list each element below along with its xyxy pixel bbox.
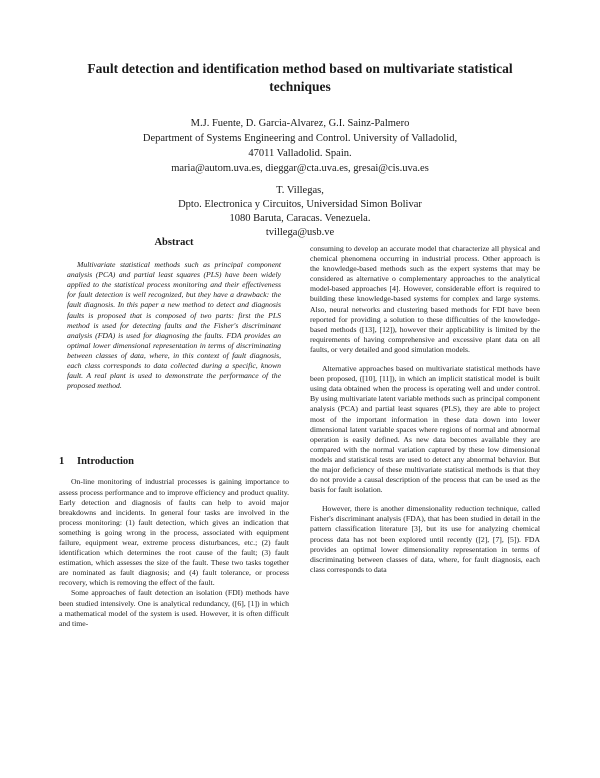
intro-paragraph-1: On-line monitoring of industrial processes is gaining importance to assess process performance and to improve efficiency and product quality. Early detection and diagnosis of faults can help to avoid major breakdowns and incidents. In general four tasks are involved in the process monitoring: (1) fault detection, which gives an indication that something is going wrong in the process, associated with equipment failure, equipment wear, extreme process disturbances, etc.; (2) fault identification which determines the root cause of the fault; (3) fault estimation, which assesses the size of the fault. These two tasks together are nominated as fault diagnosis; and (4) fault tolerance, or process recovery, which is removing the effect of the fault. [59,477,289,588]
affiliation-2-line-1: Dpto. Electronica y Circuitos, Universidad Simon Bolivar [178,199,422,210]
right-paragraph-2: Alternative approaches based on multivariate statistical methods have been proposed, ([10], [11]), in which an implicit statistical model is built using data obtained when the process is operating well and under control. By using multivariate latent variable methods such as principal component analysis (PCA) and partial least squares (PLS), they are able to project most of the important information in these data down into lower dimensional latent variable spaces where regions of normal and abnormal operation is easily defined. As new data becomes available they are compared with the normal variation captured by these low dimensional models and statistical tests are used to detect any abnormal behavior. But the major deficiency of these multivariate statistical methods is that they do not provide a causal description of the process that can be used as the basis for fault isolation. [310,364,540,495]
affiliation-2-email: tvillega@usb.ve [265,227,335,238]
affiliation-1-line-2: 47011 Valladolid. Spain. [248,148,352,159]
abstract-heading: Abstract [154,237,194,248]
authors-line: M.J. Fuente, D. Garcia-Alvarez, G.I. Sainz-Palmero [190,118,410,129]
author-2-line: T. Villegas, [276,185,324,196]
title-line-1: Fault detection and identification method based on multivariate statistical [87,61,513,76]
section-number: 1 [59,456,65,468]
left-column [59,238,289,629]
section-title: Introduction [77,456,134,468]
right-column [310,244,540,575]
affiliation-1-email: maria@autom.uva.es, dieggar@cta.uva.es, gresai@cis.uva.es [171,163,429,174]
intro-paragraph-2: Some approaches of fault detection an isolation (FDI) methods have been studied intensively. One is analytical redundancy, ([6], [1]) in which a mathematical model of the system is used. However, it is often difficult and time- [59,588,289,628]
author-block-2 [60,184,540,240]
abstract-text: Multivariate statistical methods such as principal component analysis (PCA) and partial least squares (PLS) have been widely applied to the statistical process monitoring and their effectiveness for fault detection is well recognized, but they have a drawback: the fault diagnosis. In this paper a new method to detect and diagnosis faults is proposed that is composed of two parts: first the PLS method is used for detecting faults and the Fisher's discriminant analysis (FDA) is used for diagnosing the faults. FDA provides an optimal lower dimensional representation in terms of discriminating between classes of data, where, in this context of fault diagnosis, each class corresponds to data collected during a specific, known fault. A real plant is used to demonstrate the performance of the proposed method. [67,260,281,391]
author-block-1 [60,116,540,176]
affiliation-1-line-1: Department of Systems Engineering and Control. University of Valladolid, [142,133,458,144]
paper-title [60,60,540,96]
section-heading-introduction [59,457,289,467]
title-line-2: techniques [269,79,331,94]
right-paragraph-1: consuming to develop an accurate model that characterize all physical and chemical phenomena occurring in industrial process. Other approach is the knowledge-based methods such as the expert systems that may be considered as alternative o complementary approaches to the analytical model-based approaches [4]. However, considerable effort is required to building these knowledge-based systems for complex and large systems. Also, neural networks and clustering based methods for FDI have been reported for providing a solution to these difficulties of the knowledge-based methods ([13], [12]), however their applicability is limited by the requirements of having comprehensive and excessive plant data on all faults, or very detailed and good simulation models. [310,244,540,354]
abstract-body [67,260,281,391]
affiliation-2-line-2: 1080 Baruta, Caracas. Venezuela. [229,213,371,224]
right-paragraph-3: However, there is another dimensionality reduction technique, called Fisher's discriminant analysis (FDA), that has been studied in detail in the pattern classification literature [3], but its use for analyzing chemical process data has not been explored until recently ([2], [7], [5]). FDA provides an optimal lower dimensionality representation in terms of discriminating between classes of data, where, for fault diagnosis, each class corresponds to data [310,504,540,574]
